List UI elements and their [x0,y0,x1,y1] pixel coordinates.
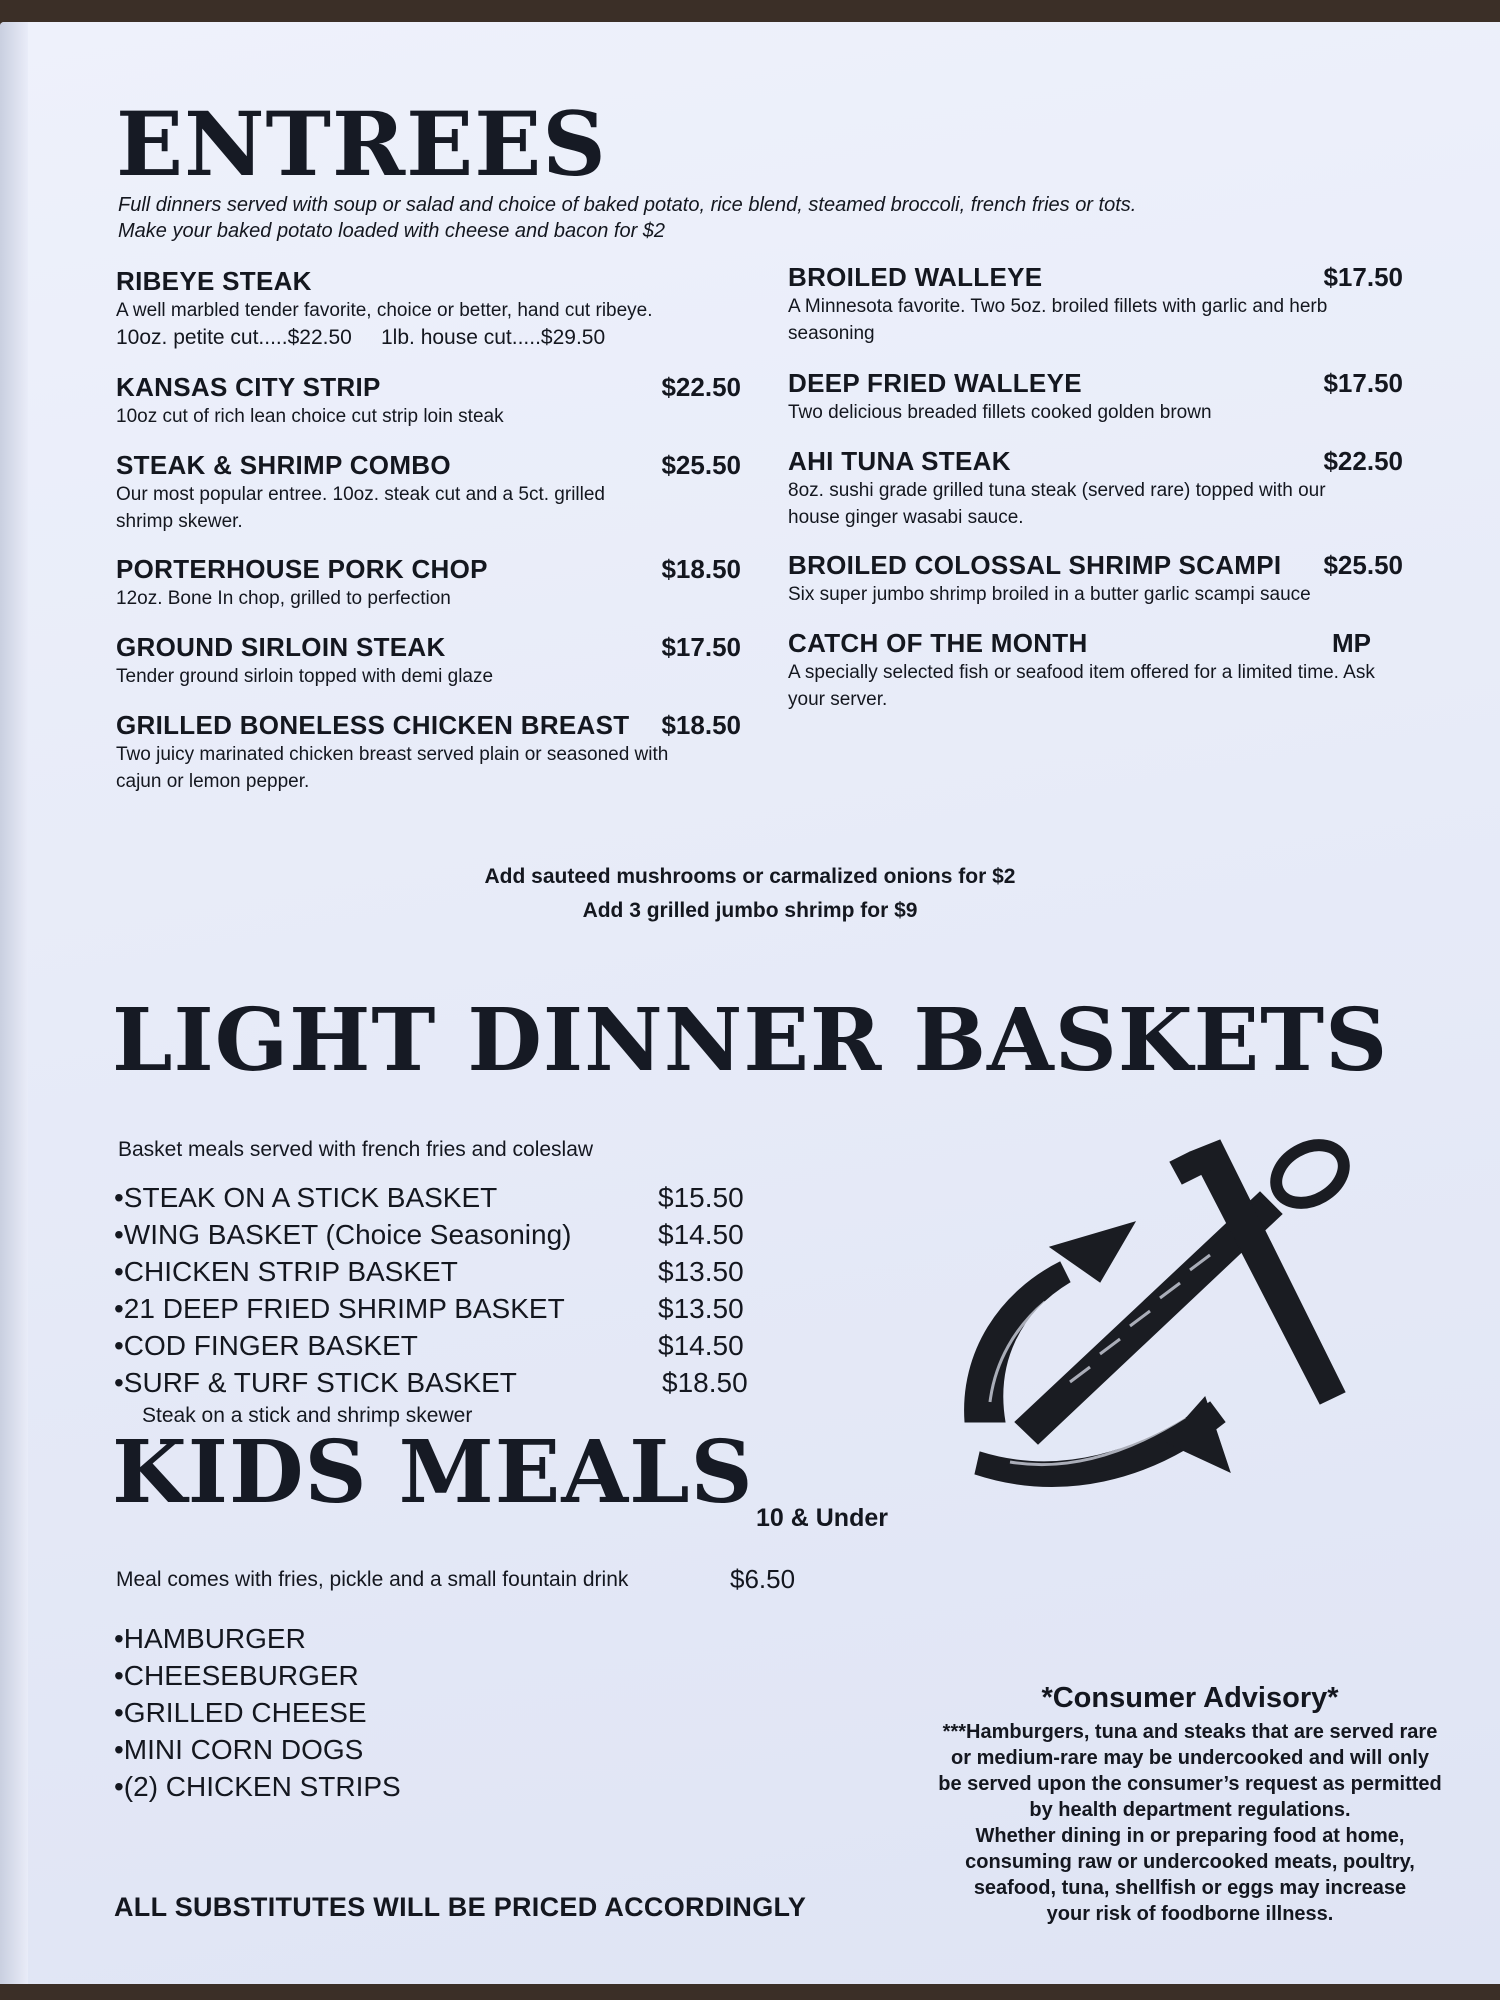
entree-desc: 10oz cut of rich lean choice cut strip loin steak [116,406,504,427]
basket-item-name: •COD FINGER BASKET [114,1330,418,1361]
basket-item-name: •21 DEEP FRIED SHRIMP BASKET [114,1293,565,1324]
basket-item-price: $18.50 [662,1367,748,1398]
basket-item-name: •SURF & TURF STICK BASKET [114,1367,517,1398]
kids-item: •MINI CORN DOGS [114,1734,364,1765]
entree-price: $25.50 [661,450,741,480]
entree-name: DEEP FRIED WALLEYE [788,368,1082,398]
entree-price: $17.50 [1323,262,1403,292]
advisory-line: by health department regulations. [1029,1799,1351,1821]
entree-right-item-catch [788,628,1403,713]
entrees-intro-line-1: Full dinners served with soup or salad and choice of baked potato, rice blend, steamed broccoli, french fries or tots. [118,194,1137,216]
kids-item: •HAMBURGER [114,1623,306,1654]
addon-line-1: Add sauteed mushrooms or carmalized onions for $2 [484,865,1016,888]
advisory-line: seafood, tuna, shellfish or eggs may increase [973,1877,1407,1899]
entrees-heading: ENTREES [116,92,607,196]
entree-price: $18.50 [661,554,741,584]
entree-name: BROILED COLOSSAL SHRIMP SCAMPI [788,550,1282,580]
entree-desc: Two juicy marinated chicken breast served plain or seasoned with cajun or lemon pepper. [116,744,669,792]
kids-age-note: 10 & Under [756,1504,888,1532]
kids-meal-price: $6.50 [730,1564,796,1594]
basket-list [114,1182,748,1428]
entree-left-item-sirloin [116,632,741,690]
entree-name: AHI TUNA STEAK [788,446,1011,476]
entree-desc: A specially selected fish or seafood item offered for a limited time. Ask your server. [788,662,1375,710]
kids-meal-list [114,1620,401,1805]
entree-desc: Tender ground sirloin topped with demi glaze [116,666,494,687]
entree-name: PORTERHOUSE PORK CHOP [116,554,488,584]
entrees-intro-line-2: Make your baked potato loaded with cheese and bacon for $2 [118,220,666,242]
basket-item-name: •CHICKEN STRIP BASKET [114,1256,458,1287]
basket-item-price: $14.50 [658,1219,744,1250]
entree-right-item-ahi-tuna [788,446,1403,531]
advisory-line: be served upon the consumer’s request as permitted [938,1773,1442,1795]
entree-right-item-fried-walleye [788,368,1403,426]
kids-meal-note: Meal comes with fries, pickle and a small fountain drink [116,1568,629,1591]
basket-item [114,1293,744,1330]
entree-price: MP [1332,628,1371,658]
entree-name: STEAK & SHRIMP COMBO [116,450,451,480]
basket-item [114,1330,744,1367]
advisory-body [920,1719,1460,1927]
consumer-advisory [920,1682,1460,1927]
advisory-line: consuming raw or undercooked meats, poultry, [965,1851,1415,1873]
entree-left-item-pork-chop [116,554,741,612]
entree-name: GROUND SIRLOIN STEAK [116,632,446,662]
basket-sub-note: Steak on a stick and shrimp skewer [142,1404,473,1427]
kids-meals-heading: KIDS MEALS [112,1422,754,1523]
basket-item [114,1256,744,1293]
basket-item [114,1182,744,1219]
entree-price: $22.50 [661,372,741,402]
entree-desc-cuts: 10oz. petite cut.....$22.50 1lb. house cut.....$29.50 [116,326,606,349]
basket-item [114,1367,748,1404]
substitutes-note: ALL SUBSTITUTES WILL BE PRICED ACCORDINGLY [114,1892,807,1922]
entree-desc: A Minnesota favorite. Two 5oz. broiled fillets with garlic and herb seasoning [788,296,1328,344]
entree-left-item-ribeye [116,266,676,351]
light-dinner-heading: LIGHT DINNER BASKETS [112,990,1389,1091]
entree-price: $17.50 [1323,368,1403,398]
basket-item-price: $13.50 [658,1293,744,1324]
entree-desc: Our most popular entree. 10oz. steak cut and a 5ct. grilled shrimp skewer. [116,484,605,532]
entree-name: GRILLED BONELESS CHICKEN BREAST [116,710,630,740]
basket-item-name: •WING BASKET (Choice Seasoning) [114,1219,572,1250]
kids-item: •CHEESEBURGER [114,1660,359,1691]
advisory-line: your risk of foodborne illness. [1046,1903,1334,1925]
basket-item [114,1219,744,1256]
entree-name: KANSAS CITY STRIP [116,372,381,402]
advisory-line: or medium-rare may be undercooked and will only [951,1747,1429,1769]
basket-item-price: $13.50 [658,1256,744,1287]
entree-price: $18.50 [661,710,741,740]
page-fold [0,22,28,1984]
basket-item-price: $15.50 [658,1182,744,1213]
entree-addons [300,860,1200,928]
advisory-line: Whether dining in or preparing food at home, [975,1825,1405,1847]
entree-name: CATCH OF THE MONTH [788,628,1088,658]
entrees-intro [118,192,1418,244]
entree-name: BROILED WALLEYE [788,262,1043,292]
entree-price: $22.50 [1323,446,1403,476]
entree-desc: 8oz. sushi grade grilled tuna steak (served rare) topped with our house ginger wasabi sauce. [788,480,1326,528]
basket-item-price: $14.50 [658,1330,744,1361]
kids-item: •(2) CHICKEN STRIPS [114,1771,401,1802]
entree-price: $17.50 [661,632,741,662]
kids-item: •GRILLED CHEESE [114,1697,367,1728]
entree-left-item-combo [116,450,741,535]
basket-item-name: •STEAK ON A STICK BASKET [114,1182,498,1213]
advisory-line: ***Hamburgers, tuna and steaks that are served rare [942,1721,1438,1743]
entree-right-item-broiled-walleye [788,262,1403,347]
anchor-icon [920,1122,1390,1522]
entree-desc: Two delicious breaded fillets cooked golden brown [788,402,1212,423]
entree-left-item-kc-strip [116,372,741,430]
entree-desc: A well marbled tender favorite, choice or better, hand cut ribeye. [116,300,653,321]
entree-name: RIBEYE STEAK [116,266,312,296]
menu-page [0,22,1500,1984]
advisory-title: *Consumer Advisory* [1041,1682,1339,1714]
entree-desc: 12oz. Bone In chop, grilled to perfection [116,588,451,609]
basket-note: Basket meals served with french fries and coleslaw [118,1138,594,1161]
entree-left-item-chicken [116,710,741,795]
entree-price: $25.50 [1323,550,1403,580]
entree-desc: Six super jumbo shrimp broiled in a butter garlic scampi sauce [788,584,1311,605]
entree-right-item-shrimp-scampi [788,550,1403,608]
addon-line-2: Add 3 grilled jumbo shrimp for $9 [582,899,918,922]
